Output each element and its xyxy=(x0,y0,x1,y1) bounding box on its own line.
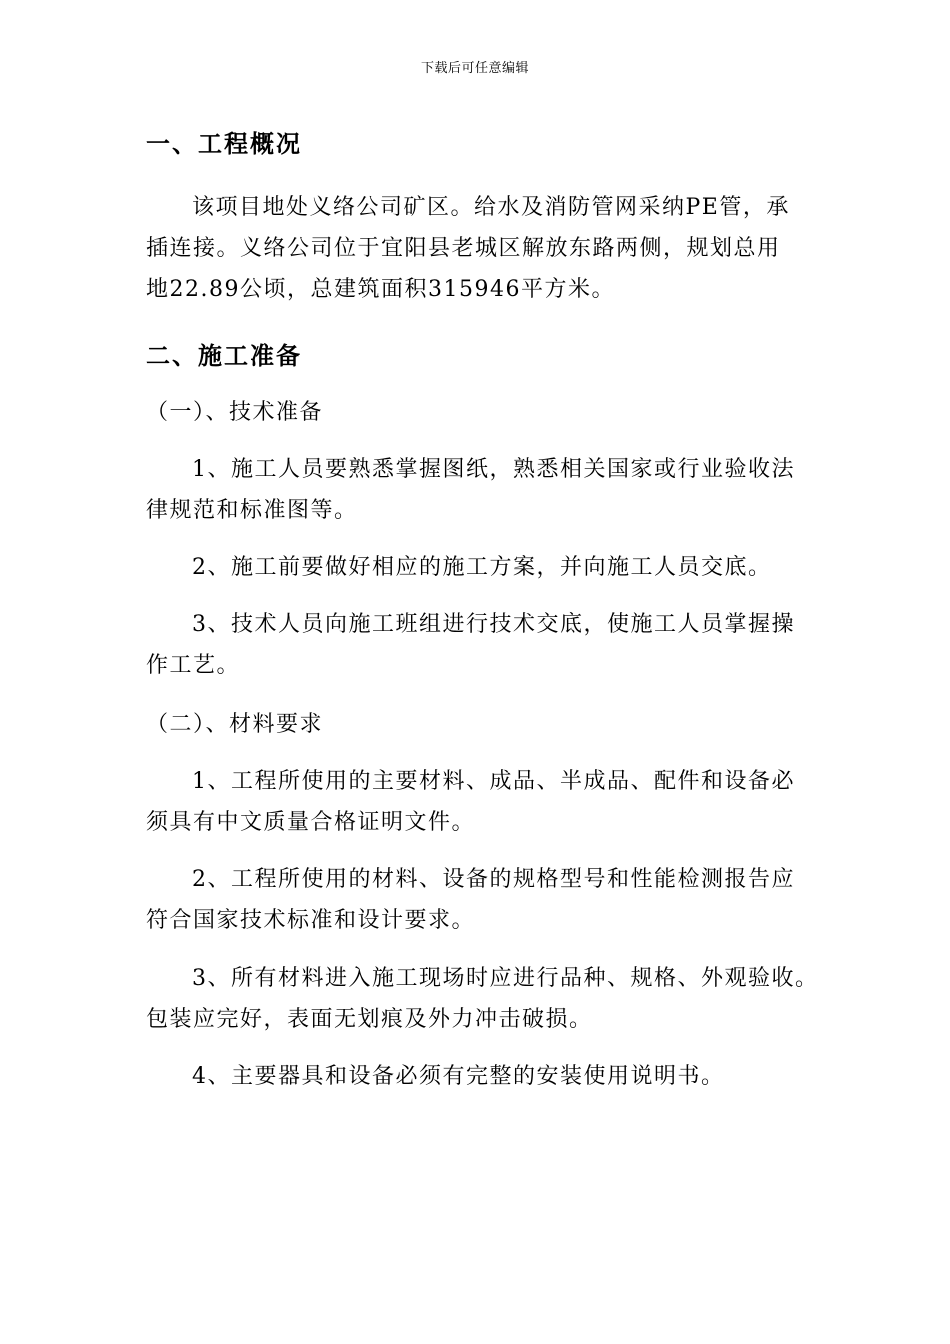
section-1-paragraph-line: 插连接。义络公司位于宜阳县老城区解放东路两侧，规划总用 xyxy=(146,236,781,261)
section-1-heading: 一、工程概况 xyxy=(146,130,302,158)
technical-item-2: 2、施工前要做好相应的施工方案，并向施工人员交底。 xyxy=(192,555,772,580)
section-2-heading: 二、施工准备 xyxy=(146,342,302,370)
technical-item-1: 1、施工人员要熟悉掌握图纸，熟悉相关国家或行业验收法 xyxy=(192,457,795,482)
material-item-3: 3、所有材料进入施工现场时应进行品种、规格、外观验收。 xyxy=(192,966,819,991)
material-item-4: 4、主要器具和设备必须有完整的安装使用说明书。 xyxy=(192,1064,725,1089)
section-1-paragraph-line: 该项目地处义络公司矿区。给水及消防管网采纳PE管，承 xyxy=(192,195,790,220)
material-item-3-continued: 包装应完好，表面无划痕及外力冲击破损。 xyxy=(146,1007,593,1032)
material-item-2: 2、工程所使用的材料、设备的规格型号和性能检测报告应 xyxy=(192,867,795,892)
technical-item-3-continued: 作工艺。 xyxy=(146,653,241,678)
section-1-paragraph-line: 地22.89公顷，总建筑面积315946平方米。 xyxy=(146,277,615,302)
technical-item-3: 3、技术人员向施工班组进行技术交底，使施工人员掌握操 xyxy=(192,612,795,637)
subsection-technical-preparation-title: （一）、技术准备 xyxy=(146,400,324,425)
material-item-2-continued: 符合国家技术标准和设计要求。 xyxy=(146,908,476,933)
material-item-1: 1、工程所使用的主要材料、成品、半成品、配件和设备必 xyxy=(192,769,795,794)
subsection-material-requirements-title: （二）、材料要求 xyxy=(146,712,324,737)
page-header: 下载后可任意编辑 xyxy=(420,61,529,76)
material-item-1-continued: 须具有中文质量合格证明文件。 xyxy=(146,810,476,835)
technical-item-1-continued: 律规范和标准图等。 xyxy=(146,498,358,523)
